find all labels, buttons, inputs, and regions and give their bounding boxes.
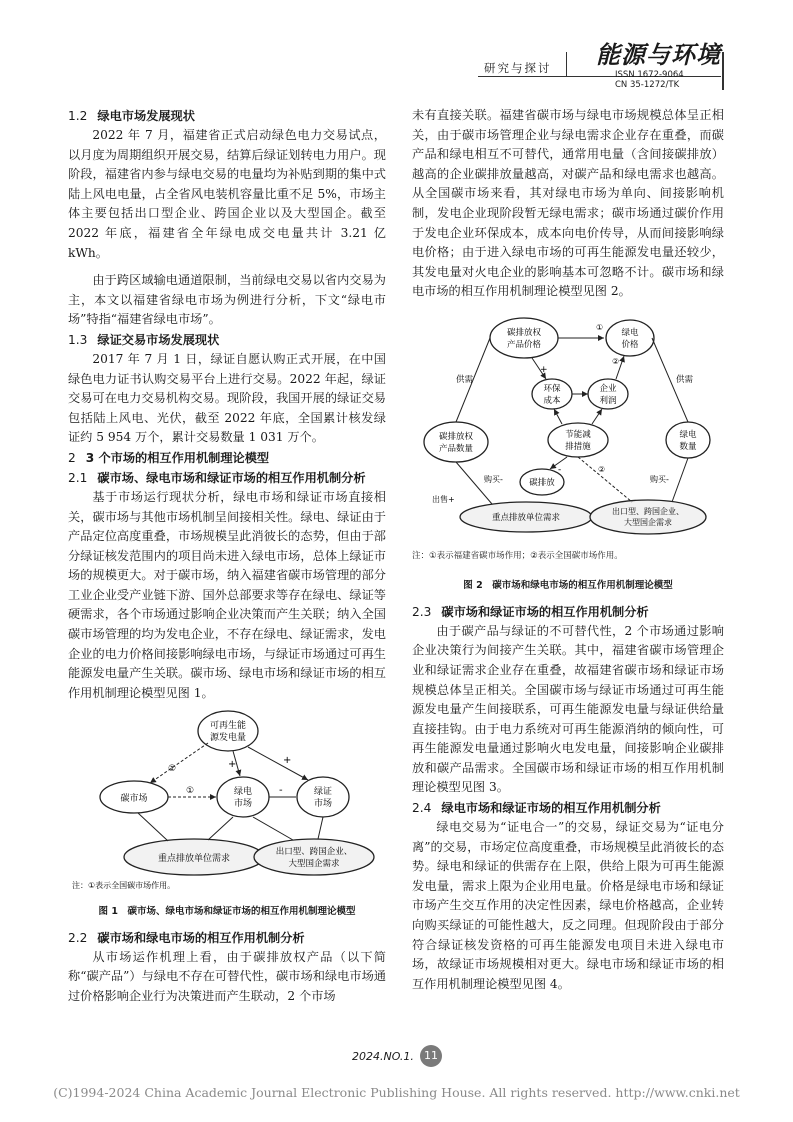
edge-renewable-carbon: [150, 743, 208, 783]
node-green-qty-label-1: 绿电: [679, 429, 697, 440]
section-title: 绿电市场发展现状: [97, 109, 195, 123]
label-c1: ①: [596, 322, 604, 332]
label-supply-right: 供需: [676, 374, 694, 385]
node-carbon-price: [490, 318, 558, 358]
figure-1: [68, 707, 386, 921]
paragraph: 绿电交易为“证电合一”的交易，绿证交易为“证电分离”的交易，市场定位高度重叠，市场规模呈此消彼长的态势。绿电和绿证的供需存在上限，供给上限为可再生能源发电量，需求上限为企业用电量。价格是绿电市场和绿证市场产生交互作用的决定性因素，绿电价格越高，企业转向购买绿证的可能性越大，反之同理。但现阶段由于部分符合绿证核发资格的可再生能源发电项目未进入绿电市场，故绿证市场规模相对更大。绿电市场和绿证市场的相互作用机制理论模型见图 4。: [412, 820, 724, 991]
label-circle1-a: ①: [168, 764, 177, 775]
label-circle1-b: ①: [186, 786, 195, 797]
paragraph: 基于市场运行现状分析，绿电市场和绿证市场直接相关，碳市场与其他市场机制呈间接相关性。绿电、绿证由于产品定位高度重叠，市场规模呈此消彼长的态势，但由于部分绿证核发范围内的项目尚未进入绿电市场，总体上绿证市场的规模更大。对于碳市场，纳入福建省碳市场管理的部分工业企业受产业链下游、国外总部要求等存在绿电、绿证等硬需求，各个市场通过影响企业决策而产生关联；纳入全国碳市场管理的均为发电企业，不存在绿电、绿证需求，发电企业的电力价格间接影响绿电市场，与绿证市场通过可再生能源发电量产生关联。碳市场、绿电市场和绿证市场的相互作用机制理论模型见图 1。: [68, 489, 386, 700]
label-c2b: ②: [598, 464, 606, 474]
paragraph: 从市场运作机理上看，由于碳排放权产品（以下简称“碳产品”）与绿电不存在可替代性，碳市场和绿电市场通过价格影响企业行为决策进而产生联动，2 个市场: [68, 949, 386, 1003]
label-plus: +: [540, 364, 548, 375]
left-column: [68, 106, 386, 1006]
header-right-bar: [722, 52, 724, 90]
node-export: [590, 500, 706, 534]
section-title: 绿证交易市场发展现状: [97, 332, 220, 347]
node-green-price: [606, 320, 654, 356]
journal-logo: 能源与环境: [596, 40, 721, 69]
node-green-power-label-2: 市场: [233, 799, 253, 810]
node-carbon-price-label-2: 产品价格: [506, 339, 542, 350]
section-title: 碳市场、绿电市场和绿证市场的相互作用机制分析: [97, 470, 366, 485]
paragraph: 2017 年 7 月 1 日，绿证自愿认购正式开展，在中国绿色电力证书认购交易平台上进行交易。2022 年起，绿证交易可在电力交易机构交易。现阶段，我国开展的绿证交易包括陆上风电、光伏，截至 2022 年底，全国累计核发绿证约 5 954 万个，累计交易数量 1 031 万个。: [68, 351, 386, 445]
section-number: 2.4: [412, 801, 432, 816]
node-export-label-2: 大型国企需求: [624, 517, 672, 527]
header-divider: [566, 52, 567, 76]
copyright-notice: (C)1994-2024 China Academic Journal Electronic Publishing House. All rights reserved. http://www.cnki.net: [53, 1085, 740, 1100]
edge-renewable-cert: [248, 747, 308, 780]
section-number: 2.2: [68, 930, 88, 945]
node-carbon-label: 碳市场: [120, 794, 148, 805]
node-export: [254, 839, 374, 875]
right-column: [412, 106, 724, 994]
node-green-cert-label-2: 市场: [313, 799, 333, 810]
figure-1-note: 注：①表示全国碳市场作用。: [72, 881, 176, 891]
figure-2-diagram: [412, 312, 724, 540]
node-green-power-label-1: 绿电: [233, 787, 253, 798]
node-green-cert: [297, 777, 349, 817]
node-renewable: [198, 711, 258, 751]
label-plus-1: +: [228, 759, 237, 771]
node-green-price-label-1: 绿电: [621, 327, 639, 338]
node-reduction-label-2: 排措施: [565, 441, 591, 452]
issn-number: ISSN 1672-9064: [615, 70, 684, 80]
section-2-3-heading: [412, 602, 724, 622]
figure-1-caption: 图 1 碳市场、绿电市场和绿证市场的相互作用机制理论模型: [98, 906, 356, 918]
figure-2-note: 注：①表示福建省碳市场作用；②表示全国碳市场作用。: [412, 550, 623, 561]
section-1-2-heading: [68, 106, 386, 126]
edge-green-export: [253, 817, 293, 840]
node-profit-label-2: 利润: [599, 395, 617, 406]
page-number: 11: [420, 1045, 442, 1067]
section-title: 碳市场和绿电市场的相互作用机制分析: [97, 930, 305, 945]
edge-reduction-profit: [592, 409, 602, 424]
node-green-power: [217, 777, 269, 817]
figure-2-caption: 图 2 碳市场和绿电市场的相互作用机制理论模型: [463, 580, 673, 592]
node-green-price-label-2: 价格: [621, 339, 639, 350]
node-carbon-price-label-1: 碳排放权: [506, 327, 542, 338]
section-2-2-heading: [68, 928, 386, 948]
label-minus: -: [279, 785, 283, 797]
section-title: 绿电市场和绿证市场的相互作用机制分析: [441, 801, 661, 816]
paragraph: 2022 年 7 月，福建省正式启动绿色电力交易试点，以月度为周期组织开展交易，结算后绿证划转电力用户。现阶段，福建省内参与绿电交易的电量均为补贴到期的集中式陆上风电电量，占全省风电装机容量比重不足 5%，市场主体主要包括出口型企业、跨国企业以及大型国企。截至 2022 年底，福建省全年绿电成交电量共计 3.21 亿 kWh。: [68, 128, 386, 260]
label-buy: 购买-: [484, 474, 503, 484]
node-key-units-label: 重点排放单位需求: [491, 512, 561, 523]
label-minus: -: [558, 464, 562, 475]
journal-issn: [615, 70, 684, 90]
node-profit-label-1: 企业: [599, 383, 617, 394]
node-export-label-2: 大型国企需求: [288, 859, 340, 870]
figure-2: [412, 312, 724, 596]
label-sell: 出售+: [432, 494, 455, 504]
label-supply-left: 供需: [456, 374, 474, 385]
node-carbon-qty-label-2: 产品数量: [438, 443, 474, 454]
section-tag: 研究与探讨: [484, 61, 552, 75]
section-number: 1.3: [68, 332, 88, 347]
section-number: 1.2: [68, 109, 88, 123]
label-plus-2: +: [283, 755, 292, 767]
section-number: 2: [68, 450, 76, 465]
issue-date: 2024.NO.1.: [352, 1050, 414, 1063]
paragraph: 由于碳产品与绿证的不可替代性，2 个市场通过影响企业决策行为间接产生关联。其中，福建省碳市场管理企业和绿证需求企业存在重叠，故福建省碳市场和绿证市场规模总体呈正相关。全国碳市场与绿证市场通过可再生能源发电量产生间接联系，可再生能源发电量与绿证供给量直接挂钩。由于电力系统对可再生能源消纳的倾向性，可再生能源发电量通过影响火电发电量，间接影响企业碳排放和碳产品需求。全国碳市场和绿证市场的相互作用机制理论模型见图 3。: [412, 623, 724, 795]
node-export-label-1: 出口型、跨国企业、: [275, 847, 353, 858]
edge-greenqty-export: [672, 458, 688, 502]
node-green-qty-label-2: 数量: [679, 441, 697, 452]
section-1-3-heading: [68, 330, 386, 350]
node-key-units-label: 重点排放单位需求: [157, 854, 231, 865]
figure-1-diagram: [68, 707, 386, 893]
edge-reduction-export: [578, 457, 632, 502]
node-env-cost-label-1: 环保: [543, 383, 561, 394]
node-carbon-qty-label-1: 碳排放权: [438, 431, 474, 442]
node-export-label-1: 出口型、跨国企业、: [612, 506, 684, 516]
section-number: 2.3: [412, 604, 432, 619]
node-carbon-qty: [424, 422, 488, 462]
node-renewable-label-1: 可再生能: [209, 721, 247, 732]
edge-carbon-units: [138, 813, 168, 841]
label-buy-right: 购买-: [650, 474, 669, 484]
section-number: 2.1: [68, 470, 88, 485]
edge-cert-export: [318, 817, 323, 839]
section-2-heading: [68, 448, 386, 468]
edge-green-units: [208, 817, 233, 840]
paragraph: 未有直接关联。福建省碳市场与绿电市场规模总体呈正相关，由于碳市场管理企业与绿电需求企业存在重叠，而碳产品和绿电相互不可替代，通常用电量（含间接碳排放）越高的企业碳排放量越高，对碳产品和绿电需求也越高。从全国碳市场来看，其对绿电市场为单向、间接影响机制，发电企业现阶段暂无绿电需求；碳市场通过碳价作用于发电企业环保成本，成本向电价传导，从而间接影响绿电价格；由于进入绿电市场的可再生能源发电量还较少，其发电量对火电企业的影响基本可忽略不计。碳市场和绿电市场的相互作用机制理论模型见图 2。: [412, 108, 724, 299]
node-renewable-label-2: 源发电量: [209, 733, 247, 744]
edge-reduction-cost: [554, 409, 562, 424]
section-2-1-heading: [68, 468, 386, 488]
cn-number: CN 35-1272/TK: [615, 80, 680, 90]
paragraph: 由于跨区域输电通道限制，当前绿电交易以省内交易为主，本文以福建省绿电市场为例进行分析，下文“绿电市场”特指“福建省绿电市场”。: [68, 273, 386, 327]
node-green-qty: [666, 422, 710, 458]
section-title: 碳市场和绿证市场的相互作用机制分析: [441, 604, 649, 619]
section-2-4-heading: [412, 798, 724, 818]
node-reduction-label-1: 节能减: [565, 429, 591, 440]
label-c2: ②: [612, 356, 620, 366]
node-green-cert-label-1: 绿证: [313, 787, 333, 798]
node-emission-label: 碳排放: [529, 477, 555, 488]
section-title: 3 个市场的相互作用机制理论模型: [85, 450, 270, 465]
node-env-cost-label-2: 成本: [543, 395, 561, 406]
header-rule: [478, 76, 721, 77]
